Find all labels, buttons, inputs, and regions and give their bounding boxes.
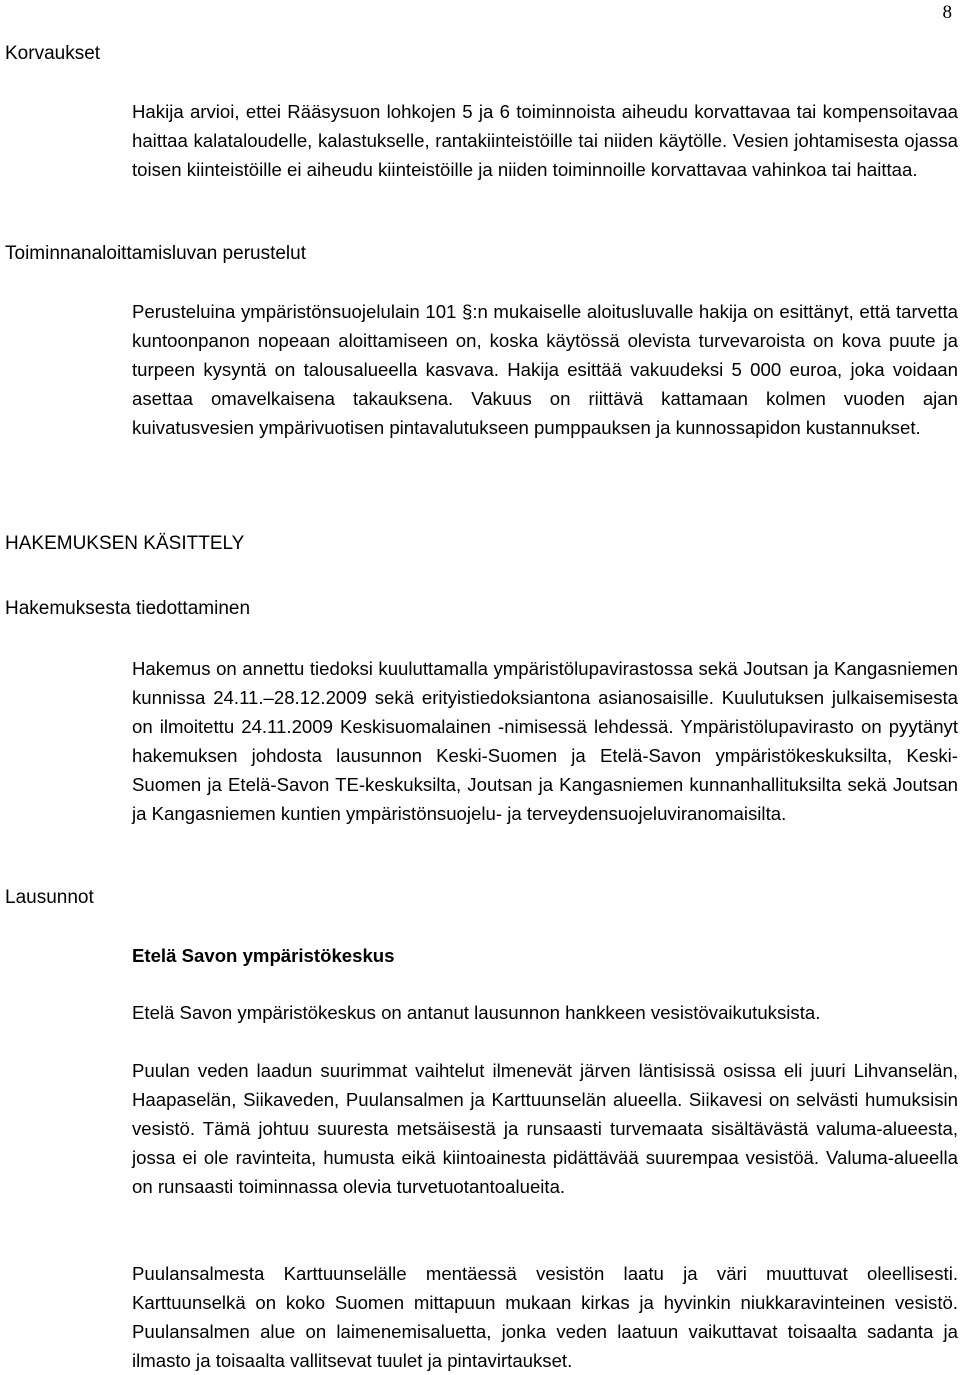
- section-heading-hakemuksen-kasittely: HAKEMUKSEN KÄSITTELY: [5, 533, 245, 554]
- subheading-etela-savon-ymparistokeskus: Etelä Savon ympäristökeskus: [132, 945, 395, 966]
- lausunto-paragraph-2: Puulan veden laadun suurimmat vaihtelut ilmenevät järven läntisissä osissa eli juuri Lihvanselän, Haapaselän, Siikaveden, Puulansalmen ja Karttuunselän alueella. Siikavesi on selvästi humuksisin vesistö. Tämä johtuu suuresta metsäisestä ja runsaasti turvemaata sisältävästä valuma-alueesta, jossa ei ole ravinteita, humusta eikä kiintoainesta pidättävää suurempaa vesistöä. Valuma-alueella on runsaasti toiminnassa olevia turvetuotantoalueita.: [132, 1060, 958, 1197]
- korvaukset-paragraph: Hakija arvioi, ettei Rääsysuon lohkojen 5 ja 6 toiminnoista aiheudu korvattavaa tai kompensoitavaa haittaa kalataloudelle, kalastukselle, rantakiinteistöille tai niiden käytölle. Vesien johtamisesta ojassa toisen kiinteistöille ei aiheudu kiinteistöille ja niiden toiminnoille korvattavaa vahinkoa tai haittaa.: [132, 101, 958, 180]
- section-heading-toiminnanaloittamisluvan-perustelut: Toiminnanaloittamisluvan perustelut: [5, 243, 306, 264]
- section-heading-lausunnot: Lausunnot: [5, 887, 94, 908]
- lausunto-paragraph-1: Etelä Savon ympäristökeskus on antanut lausunnon hankkeen vesistövaikutuksista.: [132, 1002, 821, 1023]
- section-heading-korvaukset: Korvaukset: [5, 43, 101, 64]
- page-number: 8: [942, 2, 952, 23]
- tiedottaminen-paragraph: Hakemus on annettu tiedoksi kuuluttamalla ympäristölupavirastossa sekä Joutsan ja Kangasniemen kunnissa 24.11.–28.12.2009 sekä erityistiedoksiantona asianosaisille. Kuulutuksen julkaisemisesta on ilmoitettu 24.11.2009 Keskisuomalainen -nimisessä lehdessä. Ympäristölupavirasto on pyytänyt hakemuksen johdosta lausunnon Keski-Suomen ja Etelä-Savon ympäristökeskuksilta, Keski-Suomen ja Etelä-Savon TE-keskuksilta, Joutsan ja Kangasniemen kunnanhallituksilta sekä Joutsan ja Kangasniemen kuntien ympäristönsuojelu- ja terveydensuojeluviranomaisilta.: [132, 658, 958, 824]
- perustelut-paragraph: Perusteluina ympäristönsuojelulain 101 §:n mukaiselle aloitusluvalle hakija on esittänyt, että tarvetta kuntoonpanon nopeaan aloittamiseen on, koska käytössä olevista turvevaroista on kova puute ja turpeen kysyntä on talousalueella kasvava. Hakija esittää vakuudeksi 5 000 euroa, joka voidaan asettaa omavelkaisena takauksena. Vakuus on riittävä kattamaan kolmen vuoden ajan kuivatusvesien ympärivuotisen pintavalutukseen pumppauksen ja kunnossapidon kustannukset.: [132, 301, 958, 438]
- lausunto-paragraph-3: Puulansalmesta Karttuunselälle mentäessä vesistön laatu ja väri muuttuvat oleellisesti. Karttuunselkä on koko Suomen mittapuun mukaan kirkas ja hyvinkin niukkaravinteinen vesistö. Puulansalmen alue on laimenemisaluetta, jonka veden laatuun vaikuttavat toisaalta sadanta ja ilmasto ja toisaalta vallitsevat tuulet ja pintavirtaukset.: [132, 1263, 958, 1371]
- section-heading-hakemuksesta-tiedottaminen: Hakemuksesta tiedottaminen: [5, 598, 251, 619]
